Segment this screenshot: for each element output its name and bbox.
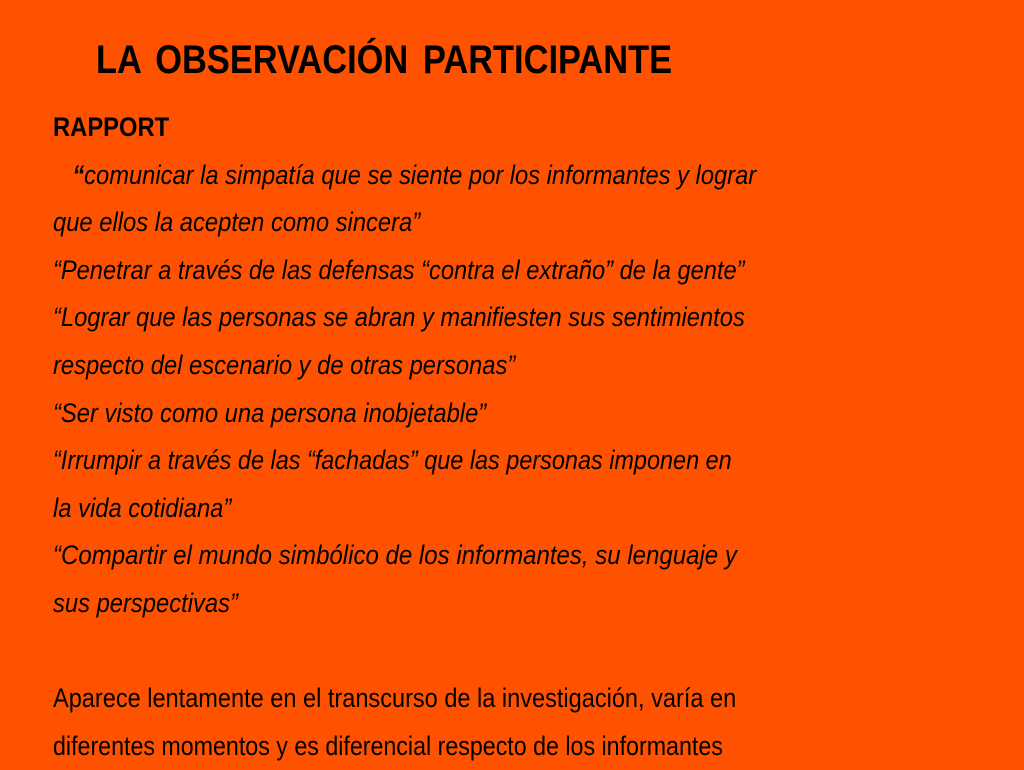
spacer [53,628,1015,676]
closing-line-2: diferentes momentos y es diferencial respecto de los informantes [53,730,723,761]
quote-line-9: “Compartir el mundo simbólico de los informantes, su lenguaje y [53,540,737,571]
quote-line-7: “Irrumpir a través de las “fachadas” que las personas imponen en [53,445,732,476]
quote-line-8: la vida cotidiana” [53,492,232,523]
slide-title: LA OBSERVACIÓN PARTICIPANTE [96,38,673,82]
opening-quote-mark: “ [72,159,85,190]
quote-line-1-text: comunicar la simpatía que se siente por los informantes y lograr [84,159,757,190]
quote-line-2: que ellos la acepten como sincera” [53,207,421,238]
slide-body [53,104,1015,770]
quote-line-10: sus perspectivas” [53,587,238,618]
quote-line-3: “Penetrar a través de las defensas “contra el extraño” de la gente” [53,254,745,285]
quote-line-4: “Lograr que las personas se abran y manifiesten sus sentimientos [53,302,745,333]
closing-line-1: Aparece lentamente en el transcurso de la investigación, varía en [53,683,737,714]
quote-line-1 [53,152,898,200]
quote-line-6: “Ser visto como una persona inobjetable” [53,397,487,428]
quote-line-5: respecto del escenario y de otras personas” [53,349,516,380]
section-heading: RAPPORT [53,112,170,142]
